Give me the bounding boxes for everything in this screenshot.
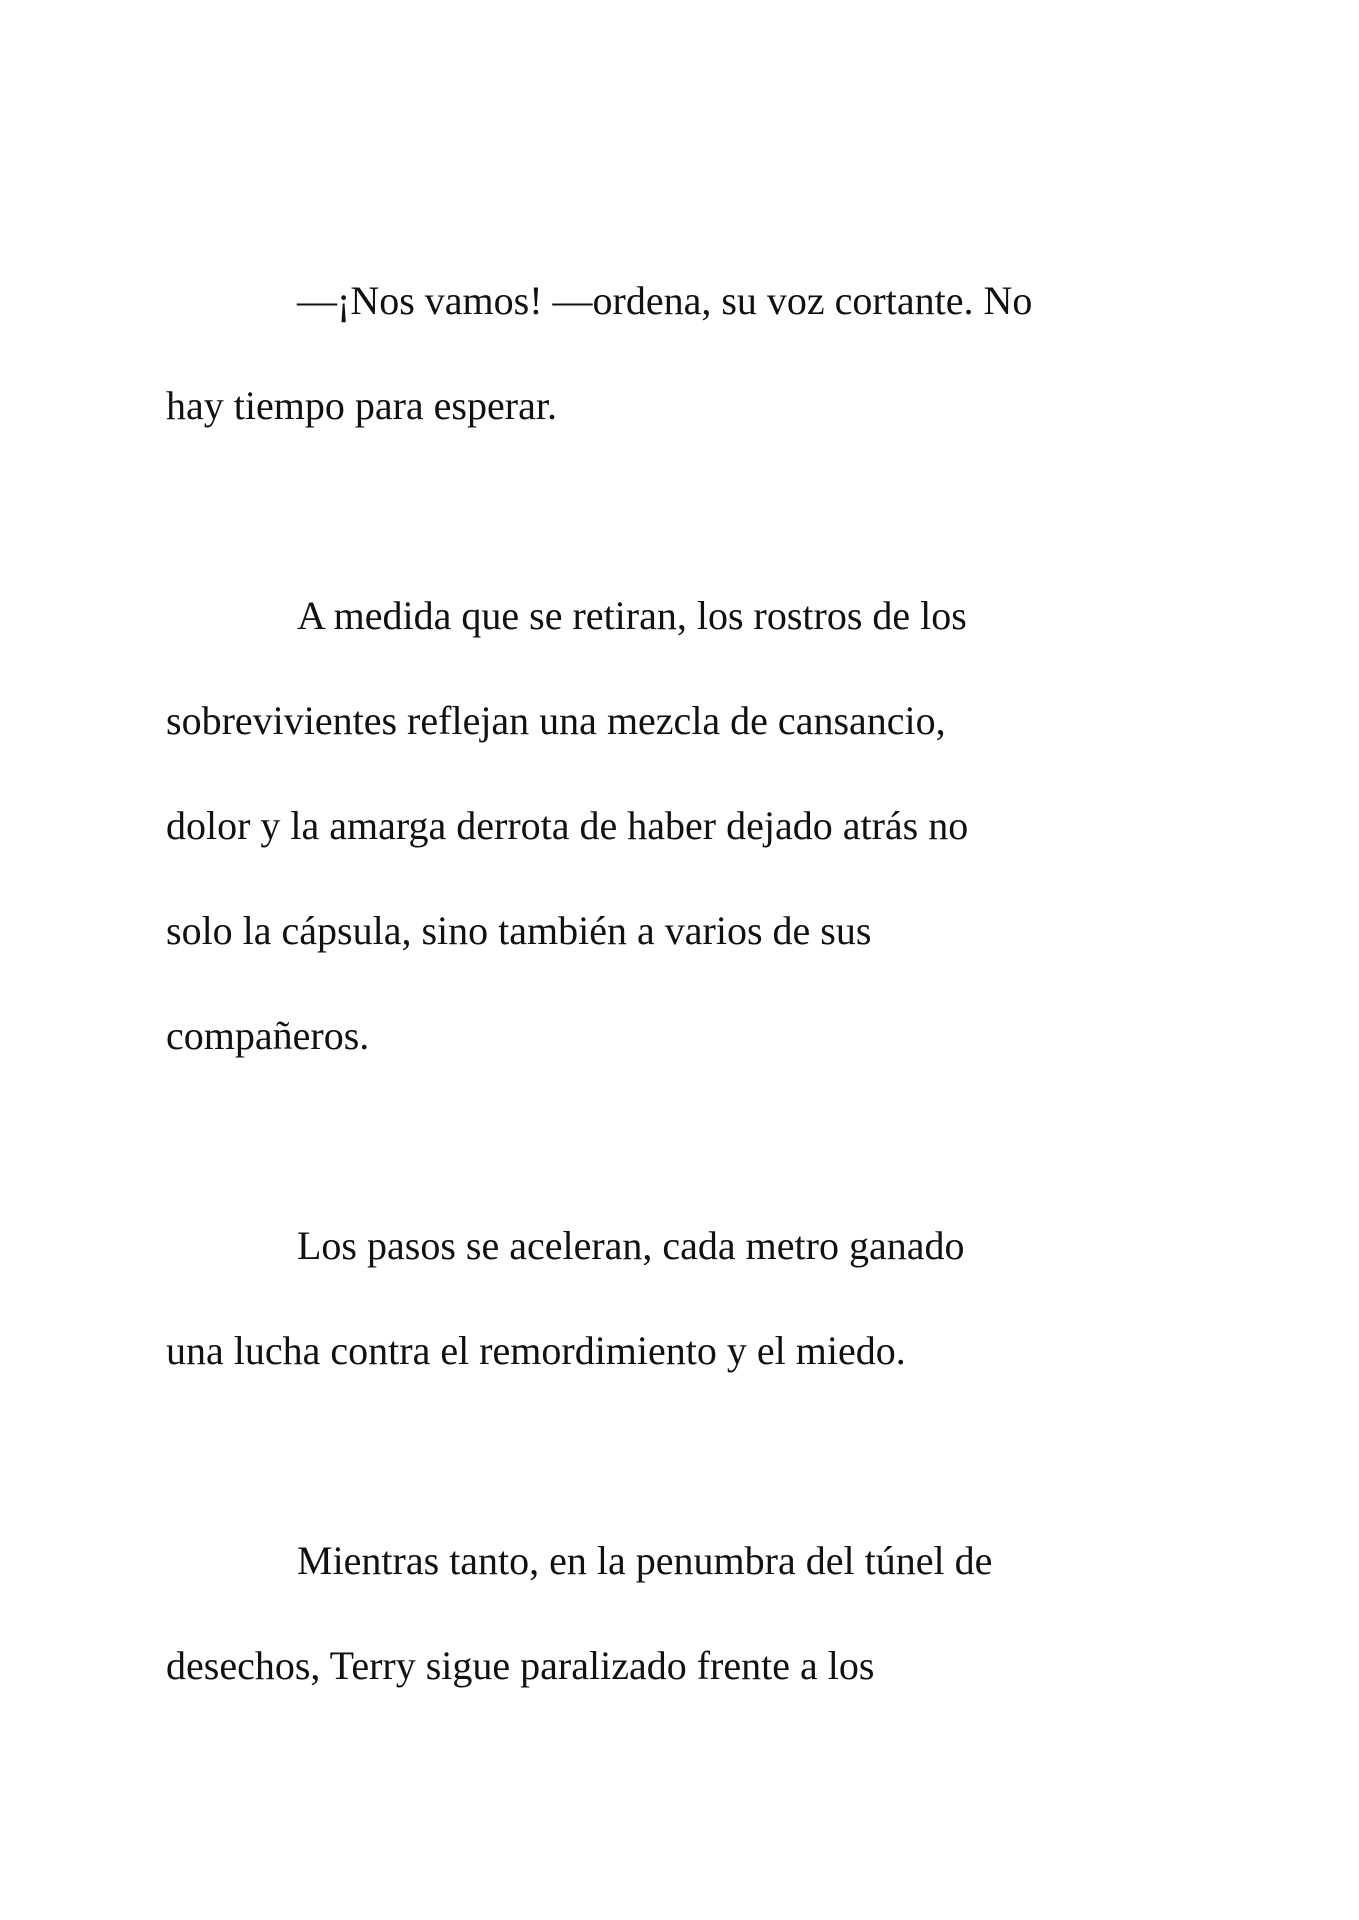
paragraph-line: solo la cápsula, sino también a varios de sus bbox=[166, 908, 872, 953]
paragraph-line: A medida que se retiran, los rostros de los bbox=[297, 593, 967, 638]
paragraph-line: —¡Nos vamos! —ordena, su voz cortante. No bbox=[297, 278, 1033, 323]
paragraph-3 bbox=[166, 1193, 1206, 1403]
paragraph-line: dolor y la amarga derrota de haber dejado atrás no bbox=[166, 803, 969, 848]
paragraph-line: hay tiempo para esperar. bbox=[166, 383, 557, 428]
paragraph-line: Los pasos se aceleran, cada metro ganado bbox=[297, 1223, 965, 1268]
paragraph-2 bbox=[166, 563, 1206, 1088]
paragraph-1 bbox=[166, 248, 1206, 458]
paragraph-line: Mientras tanto, en la penumbra del túnel de bbox=[297, 1538, 993, 1583]
paragraph-line: una lucha contra el remordimiento y el miedo. bbox=[166, 1328, 906, 1373]
body-text bbox=[166, 248, 1206, 1823]
paragraph-4 bbox=[166, 1508, 1206, 1718]
paragraph-line: sobrevivientes reflejan una mezcla de cansancio, bbox=[166, 698, 946, 743]
paragraph-line: desechos, Terry sigue paralizado frente a los bbox=[166, 1643, 875, 1688]
paragraph-line: compañeros. bbox=[166, 1013, 370, 1058]
